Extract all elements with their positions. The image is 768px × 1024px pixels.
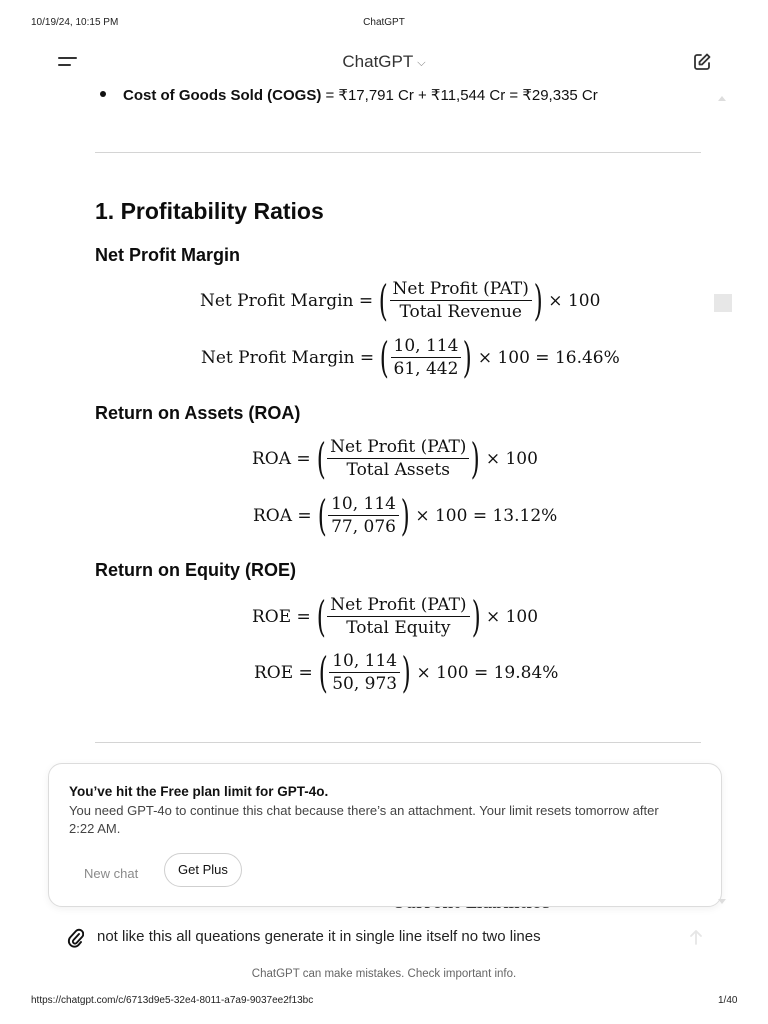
roa-calc-denominator: 77, 076 [331,517,396,537]
roe-calc-lhs: ROE = [254,662,313,683]
model-selector[interactable] [0,52,768,72]
roe-formula-lhs: ROE = [252,606,311,627]
roa-calc-numerator: 10, 114 [328,494,399,516]
npm-calc-lhs: Net Profit Margin = [201,347,375,368]
cogs-term: Cost of Goods Sold (COGS) [123,87,322,104]
section-title: 1. Profitability Ratios [95,198,324,224]
scroll-up-icon[interactable] [718,96,726,101]
cogs-formula: = ₹17,791 Cr + ₹11,544 Cr = ₹29,335 Cr [321,87,598,104]
paperclip-icon[interactable] [67,928,84,948]
roe-calc-result: × 100 = 19.84% [416,662,559,683]
new-chat-button[interactable]: New chat [84,866,139,881]
roa-formula-lhs: ROA = [252,448,311,469]
print-url: https://chatgpt.com/c/6713d9e5-32e4-8011-a7a9-9037ee2f13bc [31,995,314,1006]
roe-calculation: ROE = ( $\frac{10, 114}{50, 973}$ ) × 100 = 19.84% [254,647,559,697]
roe-formula-denominator: Total Equity [346,618,451,638]
npm-calc-denominator: 61, 442 [393,359,459,379]
npm-formula-lhs: Net Profit Margin = [200,290,374,311]
disclaimer: ChatGPT can make mistakes. Check important info. [251,968,517,980]
npm-formula: Net Profit Margin = ( $\frac{\text{Net Profit (PAT)}}{\text{Total Revenue}}$ ) × 100 [200,275,601,325]
roe-formula: ROE = ( $\frac{\text{Net Profit (PAT)}}{\text{Total Equity}}$ ) × 100 [252,591,539,641]
roa-calculation: ROA = ( $\frac{10, 114}{77, 076}$ ) × 100 = 13.12% [253,490,558,540]
npm-formula-denominator: Total Revenue [399,302,522,322]
roa-formula-denominator: Total Assets [346,460,450,480]
npm-calc-result: × 100 = 16.46% [477,347,620,368]
roe-formula-numerator: Net Profit (PAT) [327,595,469,617]
cogs-bullet [100,86,598,104]
model-selector-label: ChatGPT [342,52,414,71]
roa-calc-result: × 100 = 13.12% [415,505,558,526]
subsection-heading-roa: Return on Assets (ROA) [95,403,301,423]
get-plus-button[interactable]: Get Plus [164,853,242,887]
print-datetime: 10/19/24, 10:15 PM [31,17,119,28]
dialog-title: You’ve hit the Free plan limit for GPT-4o. [69,784,329,799]
npm-formula-numerator: Net Profit (PAT) [390,279,532,301]
roa-calc-lhs: ROA = [253,505,312,526]
roa-formula-numerator: Net Profit (PAT) [327,437,469,459]
print-title: ChatGPT [363,17,405,28]
chevron-down-icon: ⌵ [417,57,426,69]
new-chat-edit-icon[interactable] [692,52,712,72]
dialog-body: You need GPT-4o to continue this chat because there’s an attachment. Your limit resets tomorrow after 2:22 AM. [69,803,659,836]
scrollbar-thumb[interactable] [714,294,732,312]
roa-formula-tail: × 100 [485,448,538,469]
message-input[interactable]: not like this all queations generate it in single line itself no two lines [97,928,541,945]
divider [95,742,701,743]
plan-limit-dialog [48,763,722,907]
subsection-heading-roe: Return on Equity (ROE) [95,560,296,580]
roe-calc-numerator: 10, 114 [329,651,400,673]
npm-calc-numerator: 10, 114 [391,336,462,358]
divider [95,152,701,153]
bullet-dot [100,91,106,97]
npm-calculation: Net Profit Margin = ( $\frac{10, 114}{61, 442}$ ) × 100 = 16.46% [201,332,620,382]
scroll-down-icon[interactable] [718,899,726,904]
subsection-heading-npm: Net Profit Margin [95,245,241,265]
roe-formula-tail: × 100 [485,606,539,627]
npm-formula-tail: × 100 [548,290,601,311]
arrow-up-icon[interactable] [688,928,704,946]
print-page-number: 1/40 [718,995,738,1006]
roe-calc-denominator: 50, 973 [332,674,398,694]
roa-formula: ROA = ( $\frac{\text{Net Profit (PAT)}}{\text{Total Assets}}$ ) × 100 [252,433,538,483]
